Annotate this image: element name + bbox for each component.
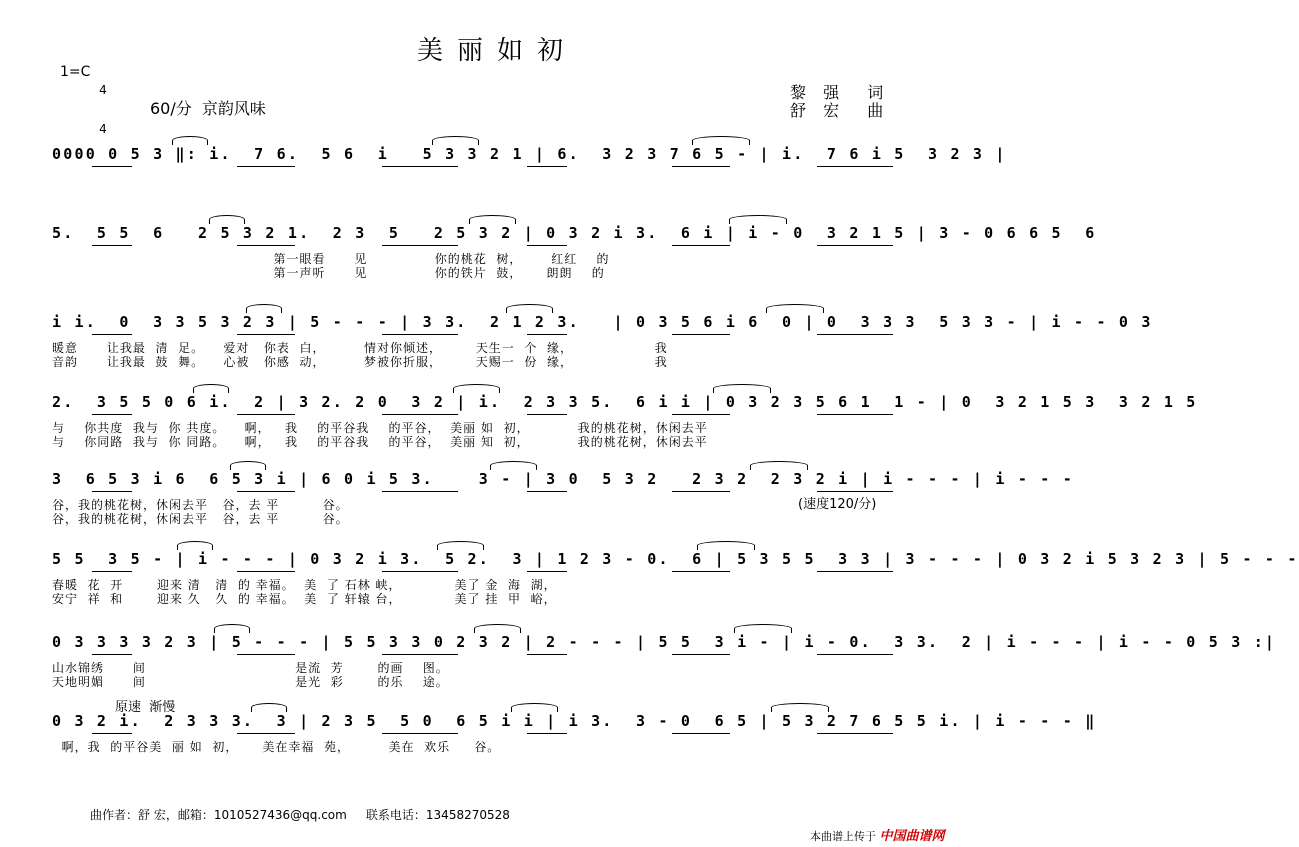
beam-line — [92, 414, 132, 415]
lyricist-credit: 黎 强 词 — [790, 83, 890, 102]
lyric-line: 与 你同路 我与 你 同路。 啊， 我 的平谷我 的平谷， 美丽 知 初， 我的桃花树，休闲去平 — [52, 435, 708, 449]
tie-arc — [432, 136, 479, 145]
beam-line — [817, 245, 893, 246]
beam-line — [382, 733, 458, 734]
brand-prefix: 本曲谱上传于 — [810, 830, 876, 843]
staff-notes: 3 6 5 3 i 6 6 5 3 i | 6 0 i 5 3. 3 - | 3 0 5 3 2 2 3 2 2 3 2 i | i - - - | i - - - — [52, 470, 1074, 488]
lyric-line: 安宁 祥 和 迎来 久 久 的 幸福。 美 了 轩辕 台， 美了 挂 甲 峪， — [52, 592, 557, 606]
beam-line — [382, 166, 458, 167]
beam-line — [672, 491, 730, 492]
beam-line — [237, 334, 295, 335]
footer-contact: 曲作者：舒 宏，邮箱：1010527436@qq.com 联系电话：13458270528 — [90, 808, 510, 822]
staff-row — [52, 224, 1097, 246]
beam-line — [382, 571, 458, 572]
lyric-line: 春暖 花 开 迎来 清 清 的 幸福。 美 了 石林 峡， 美了 金 海 湖， — [52, 578, 557, 592]
beam-line — [672, 334, 730, 335]
beam-line — [817, 414, 893, 415]
tie-arc — [209, 215, 245, 224]
tie-arc — [729, 215, 787, 224]
tempo-change-marks: 原速 渐慢 — [115, 700, 176, 715]
tie-arc — [246, 304, 282, 313]
beam-line — [672, 166, 730, 167]
tie-arc — [697, 541, 755, 550]
upload-brand — [810, 825, 945, 844]
beam-line — [92, 571, 132, 572]
staff-row — [52, 633, 1277, 655]
time-signature — [98, 58, 108, 149]
beam-line — [237, 733, 295, 734]
beam-line — [672, 414, 730, 415]
beam-line — [92, 654, 132, 655]
beam-line — [237, 491, 295, 492]
time-sig-bottom: 4 — [99, 122, 107, 136]
staff-notes: 5. 5 5 6 2 5 3 2 1. 2 3 5 2 5 3 2 | 0 3 2 i 3. 6 i | i - 0 3 2 1 5 | 3 - 0 6 6 5 6 — [52, 224, 1097, 242]
tie-arc — [469, 215, 516, 224]
speed-note: (速度120/分) — [798, 497, 877, 512]
beam-line — [382, 654, 458, 655]
beam-line — [672, 654, 730, 655]
staff-row — [52, 393, 1198, 415]
staff-notes: 0000 0 5 3 ‖: i. 7 6. 5 6 i 5 3 3 2 1 | 6. 3 2 3 7 6 5 - | i. 7 6 i 5 3 2 3 | — [52, 145, 1007, 163]
tie-arc — [437, 541, 484, 550]
beam-line — [817, 334, 893, 335]
tie-arc — [172, 136, 208, 145]
beam-line — [382, 491, 458, 492]
staff-row — [52, 470, 1074, 492]
staff-notes: 2. 3 5 5 0 6 i. 2 | 3 2. 2 0 3 2 | i. 2 3 3 5. 6 i i | 0 3 2 3 5 6 1 1 - | 0 3 2 1 5 3 3 2 1 5 — [52, 393, 1198, 411]
lyric-line: 音韵 让我最 鼓 舞。 心被 你感 动， 梦被你折服， 天赐一 份 缘， 我 — [52, 355, 668, 369]
song-title: 美丽如初 — [416, 36, 577, 66]
beam-line — [92, 733, 132, 734]
lyric-line: 与 你共度 我与 你 共度。 啊， 我 的平谷我 的平谷， 美丽 如 初， 我的桃花树，休闲去平 — [52, 421, 708, 435]
beam-line — [92, 491, 132, 492]
lyric-line: 第一声听 见 你的铁片 鼓， 朗朗 的 — [52, 266, 605, 280]
beam-line — [92, 166, 132, 167]
tie-arc — [193, 384, 229, 393]
beam-line — [817, 654, 893, 655]
tie-arc — [734, 624, 792, 633]
beam-line — [672, 245, 730, 246]
lyric-line: 谷，我的桃花树，休闲去平 谷，去 平 谷。 — [52, 498, 349, 512]
tie-arc — [251, 703, 287, 712]
composer-credit: 舒 宏 曲 — [790, 101, 890, 120]
tie-arc — [230, 461, 266, 470]
beam-line — [817, 571, 893, 572]
key-signature: 1=C — [60, 64, 91, 80]
tie-arc — [511, 703, 558, 712]
beam-line — [382, 334, 458, 335]
tie-arc — [750, 461, 808, 470]
time-sig-top: 4 — [99, 83, 107, 97]
beam-line — [237, 414, 295, 415]
tie-arc — [214, 624, 250, 633]
beam-line — [527, 491, 567, 492]
beam-line — [672, 571, 730, 572]
staff-notes: 0 3 3 3 3 2 3 | 5 - - - | 5 5 3 3 0 2 3 2 | 2 - - - | 5 5 3 i - | i - 0. 3 3. 2 | i - - - | i - - 0 5 3 :| — [52, 633, 1277, 651]
beam-line — [817, 491, 893, 492]
lyric-line: 第一眼看 见 你的桃花 树， 红红 的 — [52, 252, 610, 266]
tie-arc — [771, 703, 829, 712]
beam-line — [527, 654, 567, 655]
tie-arc — [453, 384, 500, 393]
beam-line — [382, 245, 458, 246]
staff-notes: i i. 0 3 3 5 3 2 3 | 5 - - - | 3 3. 2 1 2 3. | 0 3 5 6 i 6 0 | 0 3 3 3 5 3 3 - | i - - 0 3 — [52, 313, 1153, 331]
beam-line — [237, 571, 295, 572]
lyric-line: 啊，我 的平谷美 丽 如 初， 美在幸福 苑， 美在 欢乐 谷。 — [52, 740, 501, 754]
tempo-marking: 60/分 京韵风味 — [150, 99, 266, 118]
beam-line — [382, 414, 458, 415]
tie-arc — [506, 304, 553, 313]
tie-arc — [766, 304, 824, 313]
tie-arc — [177, 541, 213, 550]
lyric-line: 谷，我的桃花树，休闲去平 谷，去 平 谷。 — [52, 512, 349, 526]
tie-arc — [474, 624, 521, 633]
staff-notes: 5 5 3 5 - | i - - - | 0 3 2 i 3. 5 2. 3 | 1 2 3 - 0. 6 | 5 3 5 5 3 3 | 3 - - - | 0 3 2 i 5 3 2 3 | 5 - - - — [52, 550, 1299, 568]
staff-notes: 0 3 2 i. 2 3 3 3. 3 | 2 3 5 5 0 6 5 i i | i 3. 3 - 0 6 5 | 5 3 2 7 6 5 5 i. | i - - - ‖ — [52, 712, 1097, 730]
staff-row — [52, 550, 1299, 572]
staff-row — [52, 145, 1007, 167]
lyric-line: 山水锦绣 间 是流 芳 的画 图。 — [52, 661, 449, 675]
staff-row — [52, 313, 1153, 335]
beam-line — [237, 654, 295, 655]
beam-line — [237, 245, 295, 246]
beam-line — [237, 166, 295, 167]
beam-line — [527, 571, 567, 572]
beam-line — [527, 245, 567, 246]
beam-line — [92, 245, 132, 246]
tie-arc — [490, 461, 537, 470]
tie-arc — [713, 384, 771, 393]
tie-arc — [692, 136, 750, 145]
beam-line — [527, 733, 567, 734]
beam-line — [92, 334, 132, 335]
beam-line — [817, 166, 893, 167]
lyric-line: 天地明媚 间 是光 彩 的乐 途。 — [52, 675, 449, 689]
beam-line — [527, 334, 567, 335]
beam-line — [817, 733, 893, 734]
brand-logo: 中国曲谱网 — [879, 829, 945, 844]
beam-line — [527, 414, 567, 415]
beam-line — [527, 166, 567, 167]
lyric-line: 暖意 让我最 清 足。 爱对 你表 白， 情对你倾述， 天生一 个 缘， 我 — [52, 341, 668, 355]
staff-row — [52, 712, 1097, 734]
beam-line — [672, 733, 730, 734]
